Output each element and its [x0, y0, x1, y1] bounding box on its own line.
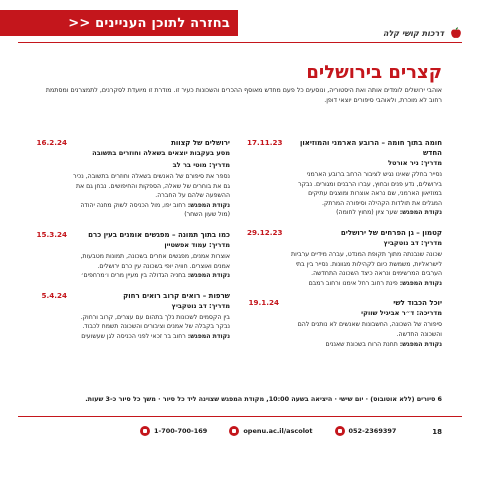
event-item: [247, 298, 442, 349]
apple-icon: [450, 27, 462, 39]
event-title: יוכל הכבוד לשי: [393, 299, 442, 308]
event-description: נספר את סיפורם של האנשים בשאלה וחוזרים בתשובה, נכיר גם את בוחרים של שאלה, הספקות והחיפושים. נבחן גם את ההשפעה שלהם על החברה.: [73, 173, 230, 200]
back-to-contents-banner[interactable]: בחזרה לתוכן העניינים <<: [0, 10, 238, 36]
event-date: 29.12.23: [247, 227, 283, 237]
events-column-right: [247, 138, 442, 359]
phone-contact-2[interactable]: 1-700-700-169: [140, 426, 207, 436]
event-date: 15.3.24: [36, 229, 67, 239]
top-divider: [18, 42, 462, 43]
phone-icon: [140, 426, 150, 436]
event-title: חומה בתוך חומה – הרובע הארמני והמוזיאון החדש: [299, 139, 442, 157]
event-guide: מדריך: דב נוטקביץ: [383, 238, 442, 247]
event-title: כמו בתוך תמונה – מפגשים אומנים בעין כרם: [88, 230, 230, 239]
event-meeting-point: נקודת המפגש: רחוב בר זכאי לפני הכניסה לגן שעשועים: [81, 332, 230, 340]
event-description: שכונה שנבנתה מתוך תקופת המנדט, עברה מידיים ערביות לישראליות, משמשת כיום לקהילות מגוונות. נסייר בין בתי הערבים המרשימים ונראה כיצד השכונה התחדשה.: [291, 250, 442, 278]
event-meeting-point: נקודת המפגש: שער ציון (מחוץ לחומה): [336, 209, 442, 217]
event-description: סיפורה של השכונה, החשבונות שאנשים לא נותנים להם והשכונה החדשה.: [297, 321, 442, 338]
event-item: [247, 138, 442, 218]
event-subtitle: מסע בעקבות יוצאים בשאלה וחוזרים בתשובה: [92, 149, 230, 157]
event-meeting-point: נקודת המפגש: פינת רחוב רחל אימנו ורחוב רמבם: [308, 279, 442, 287]
event-title: שרפות – רואים קרוב רואים רחוק: [123, 291, 230, 300]
event-item: [35, 291, 230, 342]
events-column-left: [35, 138, 230, 352]
phone-contact-1[interactable]: 052-2369397: [335, 426, 397, 436]
section-label: דרכות קושי קלה: [382, 29, 444, 38]
event-description: אוצרות אמנים, מפגשים אחרים בשכונה, תמונות מטבעות, אמנים ואוצרים. חוויה יופי בשכונה עין כרם ירושלים.: [80, 252, 230, 270]
website-contact[interactable]: openu.ac.il/ascolot: [229, 426, 312, 436]
event-meeting-point: נקודת המפגש: רחוב יפו, מול הכניסה לשוק מחנה יהודה (מול שעון השחר): [80, 201, 230, 219]
event-item: [247, 228, 442, 288]
phone-icon: [335, 426, 345, 436]
globe-icon: [229, 426, 239, 436]
footer-contacts: [140, 426, 396, 436]
event-title: קטמון – גן הפרחים של ירושלים: [340, 228, 442, 237]
page-number: 18: [432, 428, 442, 436]
event-item: [35, 230, 230, 281]
event-date: 5.4.24: [41, 290, 67, 300]
event-title: ירושלים של קצוות: [171, 139, 230, 147]
event-description: בין הקסמים לשכונות נלך בתהום עם עצרים, קרוב ורחוק. נבקר בקבלה של אמנים וציבורים והשכונה תשמח לכבוד.: [80, 313, 230, 331]
event-meeting-point: נקודת המפגש: תחנת הרוח בשכונת שאננים: [325, 340, 442, 348]
event-guide: מדריך: עמוד אפשטיין: [164, 240, 230, 249]
event-item: [35, 138, 230, 220]
event-guide: מדריך: ניר אורטל: [388, 159, 442, 167]
page-title: קצרים בירושלים: [306, 62, 442, 83]
event-date: 16.2.24: [36, 138, 67, 147]
bottom-divider: [18, 416, 462, 417]
intro-paragraph: אוהבי ירושלים לומדים אותה ואת היסטוריה, ונוסעים כל פעם מחדש מאוסף ההכרים והשכונות כעיר זו. מודרת זו מיועדת לסקרנים, לתמצרנים ומסתמת רחוב לא מוכרת, ולאוהבי סיפורים יוצאי דופן.: [45, 87, 442, 104]
event-description: נסייר בחלק שאינו נגיש לציבור הרחב ברובע הארמני בירושלים, נדע פנים ובחוץ, עברו הרבנים ומגורים. נבקר במוזיאון הארמני, שם נראה אוצרות ומוצגים עתיקים המגלים את תולדות הקהילה וסיפורה המרתק.: [298, 171, 442, 207]
event-guide: מדריך: דב נוטקביץ: [171, 301, 230, 310]
event-meeting-point: נקודת המפגש: בחניה הגדולה בין מעיין מרים ו׳מרחפים׳: [80, 272, 230, 280]
tour-footnote: 6 סיורים (ללא אוטובוס) · יום שישי · היציאה בשעה 10:00, מקודת המפגש שצוינה ליד כל סיור · משך כל סיור כ-3 שעות.: [85, 395, 442, 403]
event-date: 17.11.23: [247, 138, 283, 147]
event-guide: מדריך: מוטי בר לב: [172, 161, 230, 169]
event-guide: מדריכה: ד״ר אביגיל שווקי: [361, 309, 442, 318]
event-date: 19.1.24: [248, 298, 279, 308]
